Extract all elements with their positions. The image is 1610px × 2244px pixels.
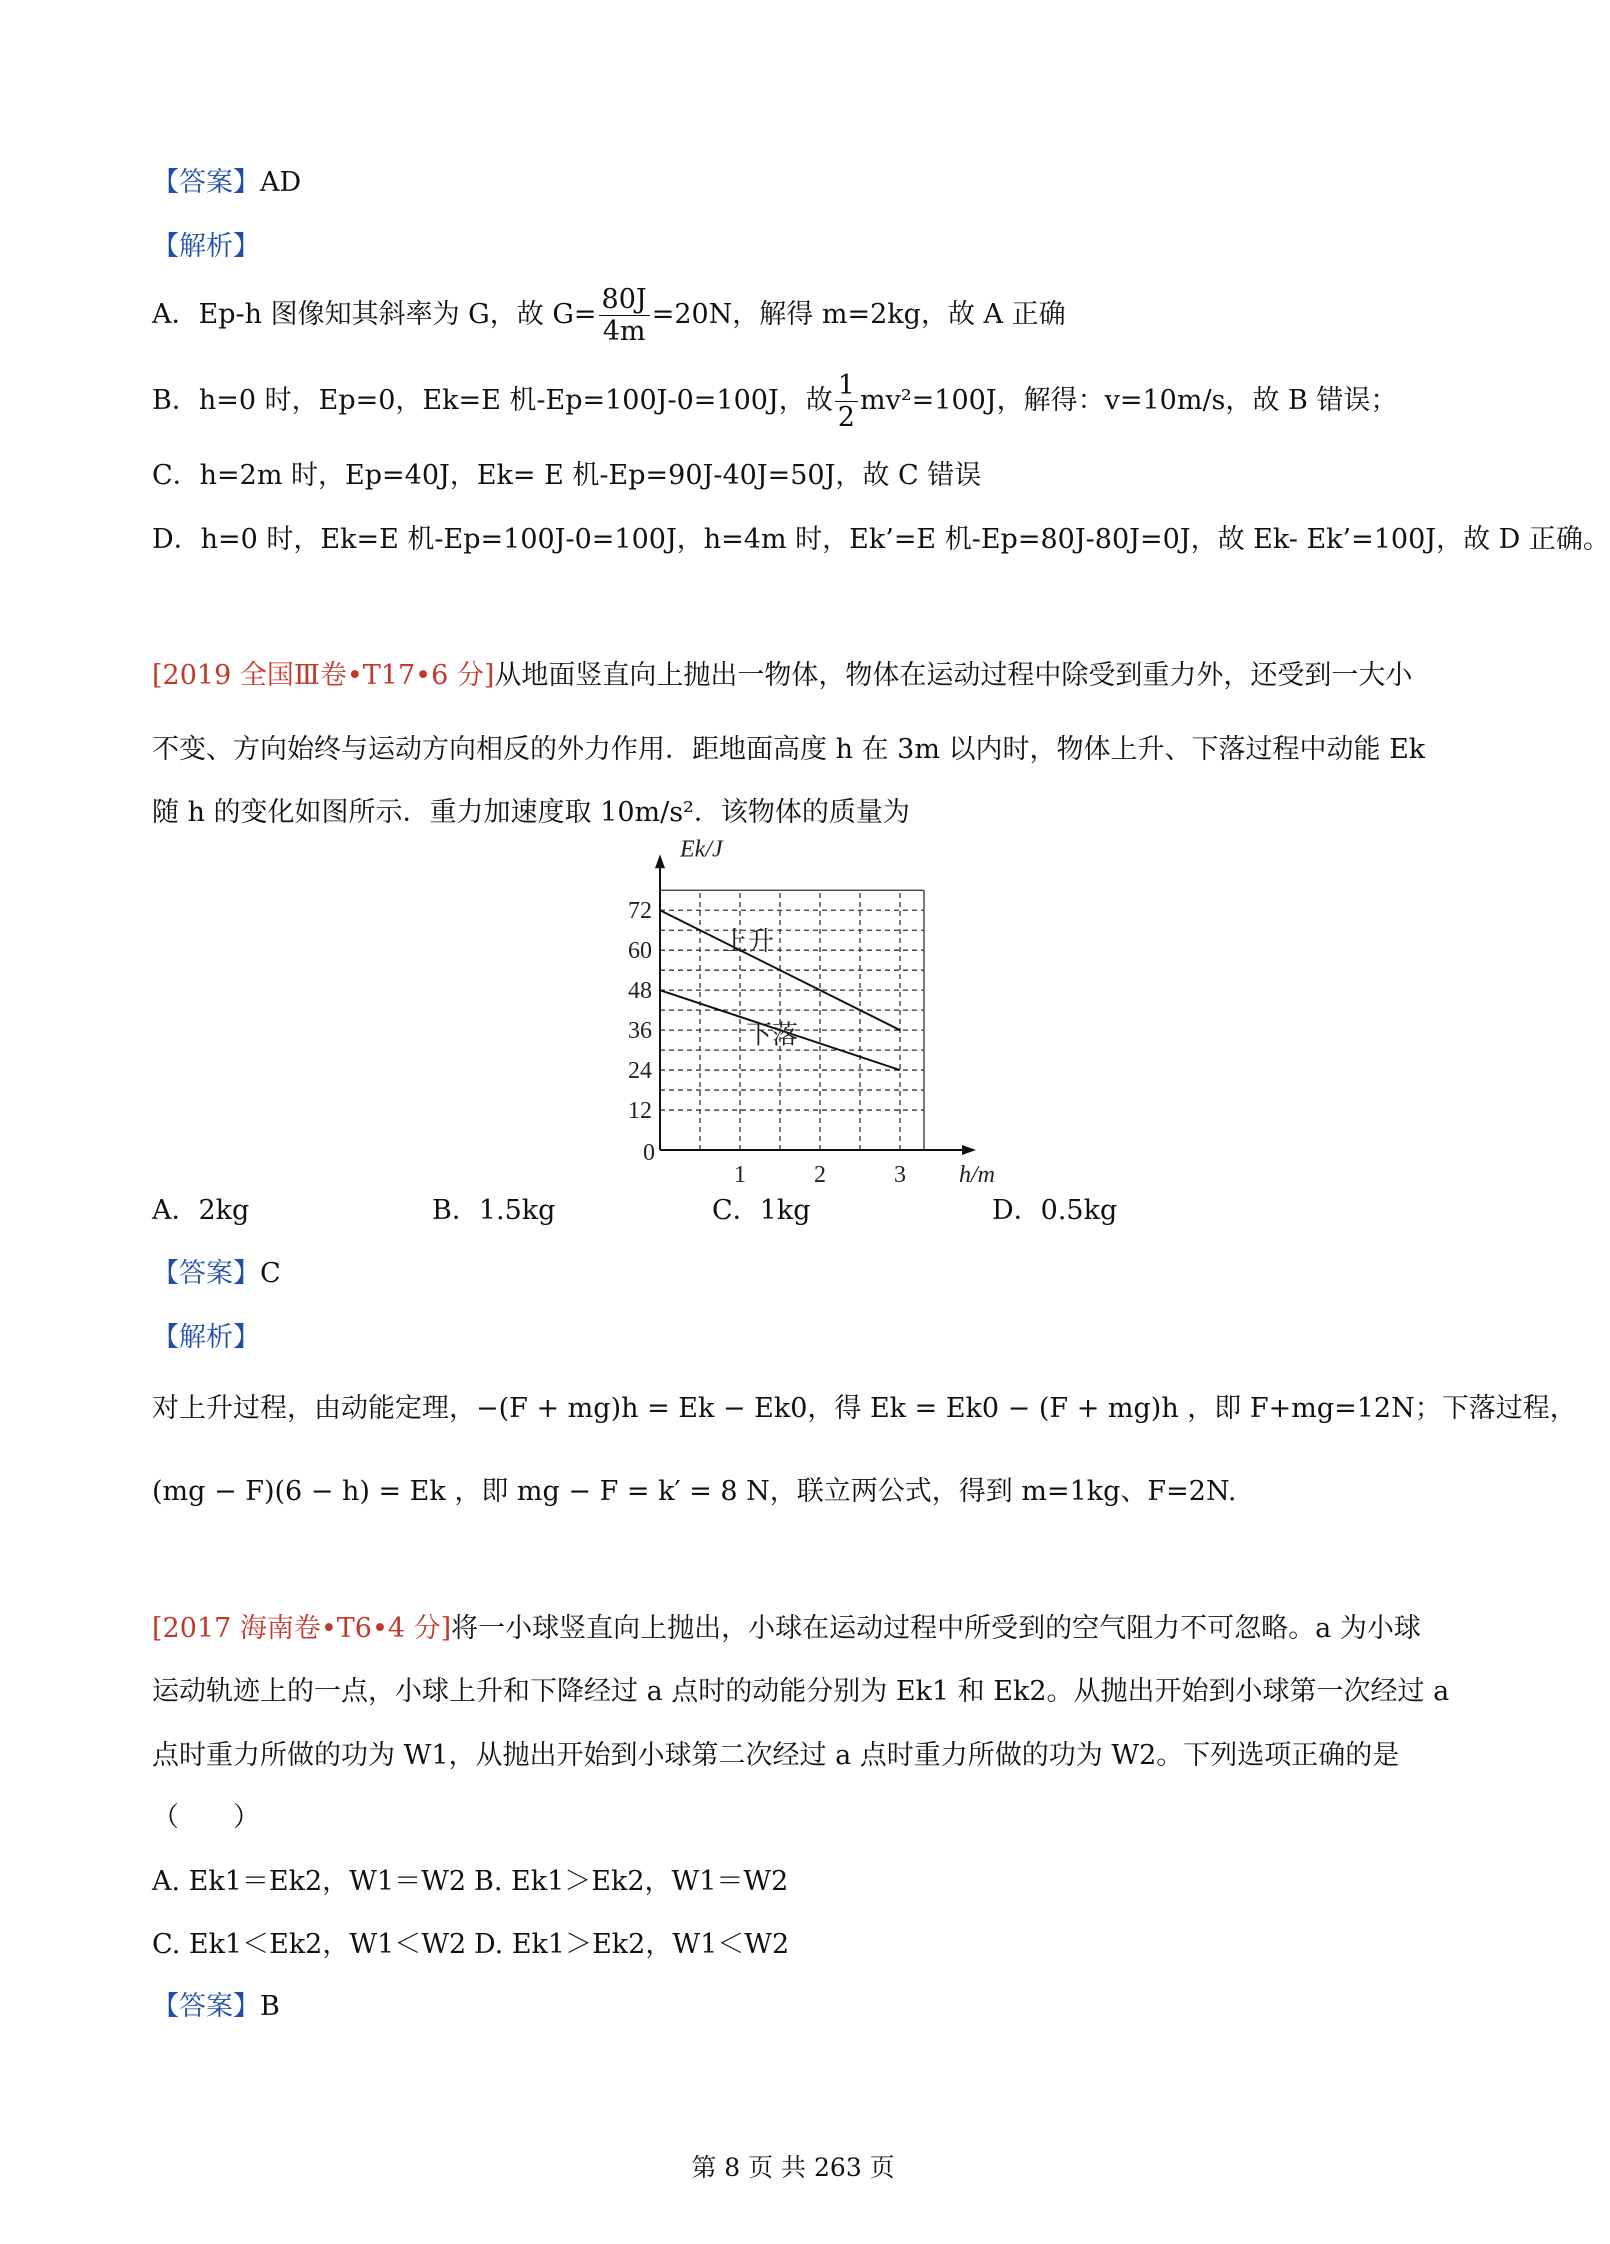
answer-line-3: 【答案】B <box>152 1991 280 2022</box>
x-tick-label: 1 <box>734 1162 746 1188</box>
y-axis-arrow <box>655 854 665 868</box>
option-a: A．2kg <box>152 1195 250 1226</box>
question2-line3: 随 h 的变化如图所示．重力加速度取 10m/s²．该物体的质量为 <box>152 797 910 828</box>
question3-line2: 运动轨迹上的一点，小球上升和下降经过 a 点时的动能分别为 Ek1 和 Ek2。从抛出开始到小球第一次经过 a <box>152 1676 1450 1707</box>
option-a: A. Ek1＝Ek2，W1＝W2 <box>152 1866 467 1897</box>
analysis-tag-2: 【解析】 <box>152 1322 260 1353</box>
question3-options-cd <box>152 1928 789 1962</box>
question2-line2: 不变、方向始终与运动方向相反的外力作用．距地面高度 h 在 3m 以内时，物体上升、下落过程中动能 Ek <box>152 734 1426 765</box>
question3-line4: （ ） <box>152 1802 260 1833</box>
x-tick-label: 2 <box>814 1162 826 1188</box>
question3-options-ab <box>152 1865 788 1899</box>
analysis-line-c: C．h=2m 时，Ep=40J，Ek= E 机-Ep=90J-40J=50J，故 C 错误 <box>152 460 982 491</box>
question2-analysis1: 对上升过程，由动能定理，−(F + mg)h = Ek − Ek0，得 Ek = Ek0 − (F + mg)h ，即 F+mg=12N；下落过程， <box>152 1393 1577 1424</box>
x-tick-label: 3 <box>894 1162 906 1188</box>
series-label-2: 下落 <box>745 1020 799 1050</box>
analysis-tag-1: 【解析】 <box>152 231 260 262</box>
x-tick-label: 0 <box>643 1140 655 1166</box>
fraction-a: $\frac{80J}{4m}$ <box>599 284 650 347</box>
answer-tag: 【答案】 <box>152 167 260 198</box>
y-axis-label: Ek/J <box>680 836 723 863</box>
y-tick-label: 48 <box>628 978 652 1005</box>
y-tick-label: 36 <box>628 1018 652 1045</box>
y-tick-label: 12 <box>628 1098 652 1125</box>
question2-line1: [2019 全国Ⅲ卷•T17•6 分]从地面竖直向上抛出一物体，物体在运动过程中除受到重力外，还受到一大小 <box>152 660 1413 691</box>
y-tick-label: 24 <box>628 1058 652 1085</box>
analysis-line-b: B．h=0 时，Ep=0，Ek=E 机-Ep=100J-0=100J，故 $\frac{1}{2}$ mv²=100J，解得：v=10m/s，故 B 错误； <box>152 370 1398 434</box>
y-tick-label: 60 <box>628 938 652 965</box>
page-footer: 第 8 页 共 263 页 <box>691 2153 895 2182</box>
analysis-line-a: A．Ep-h 图像知其斜率为 G，故 G= $\frac{80J}{4m}$ =20N，解得 m=2kg，故 A 正确 <box>152 284 1066 348</box>
option-d: D. Ek1＞Ek2，W1＜W2 <box>474 1929 790 1960</box>
option-c: C．1kg <box>712 1195 811 1226</box>
answer-line-1 <box>152 166 301 200</box>
analysis-line-d: D．h=0 时，Ek=E 机-Ep=100J-0=100J，h=4m 时，Ek’=E 机-Ep=80J-80J=0J，故 Ek- Ek’=100J，故 D 正确。 <box>152 524 1610 555</box>
ek-h-chart <box>610 836 995 1188</box>
option-b: B. Ek1＞Ek2，W1＝W2 <box>474 1866 789 1897</box>
question3-line3: 点时重力所做的功为 W1，从抛出开始到小球第二次经过 a 点时重力所做的功为 W2。下列选项正确的是 <box>152 1740 1400 1771</box>
answer-value: AD <box>260 167 302 198</box>
option-d: D．0.5kg <box>992 1195 1118 1226</box>
x-axis-arrow <box>962 1145 976 1155</box>
question-source: [2019 全国Ⅲ卷•T17•6 分] <box>152 660 495 691</box>
option-c: C. Ek1＜Ek2，W1＜W2 <box>152 1929 467 1960</box>
question2-options <box>152 1194 1117 1228</box>
question3-line1: [2017 海南卷•T6•4 分]将一小球竖直向上抛出，小球在运动过程中所受到的空气阻力不可忽略。a 为小球 <box>152 1613 1421 1644</box>
question2-analysis2: (mg − F)(6 − h) = Ek ，即 mg − F = k′ = 8 N，联立两公式，得到 m=1kg、F=2N. <box>152 1476 1237 1507</box>
question-source: [2017 海南卷•T6•4 分] <box>152 1613 452 1644</box>
y-tick-label: 72 <box>628 898 652 925</box>
option-b: B．1.5kg <box>432 1195 556 1226</box>
fraction-b: $\frac{1}{2}$ <box>835 370 858 433</box>
series-label-1: 上升 <box>721 927 775 957</box>
answer-line-2: 【答案】C <box>152 1258 281 1289</box>
x-axis-label: h/m <box>959 1162 995 1188</box>
